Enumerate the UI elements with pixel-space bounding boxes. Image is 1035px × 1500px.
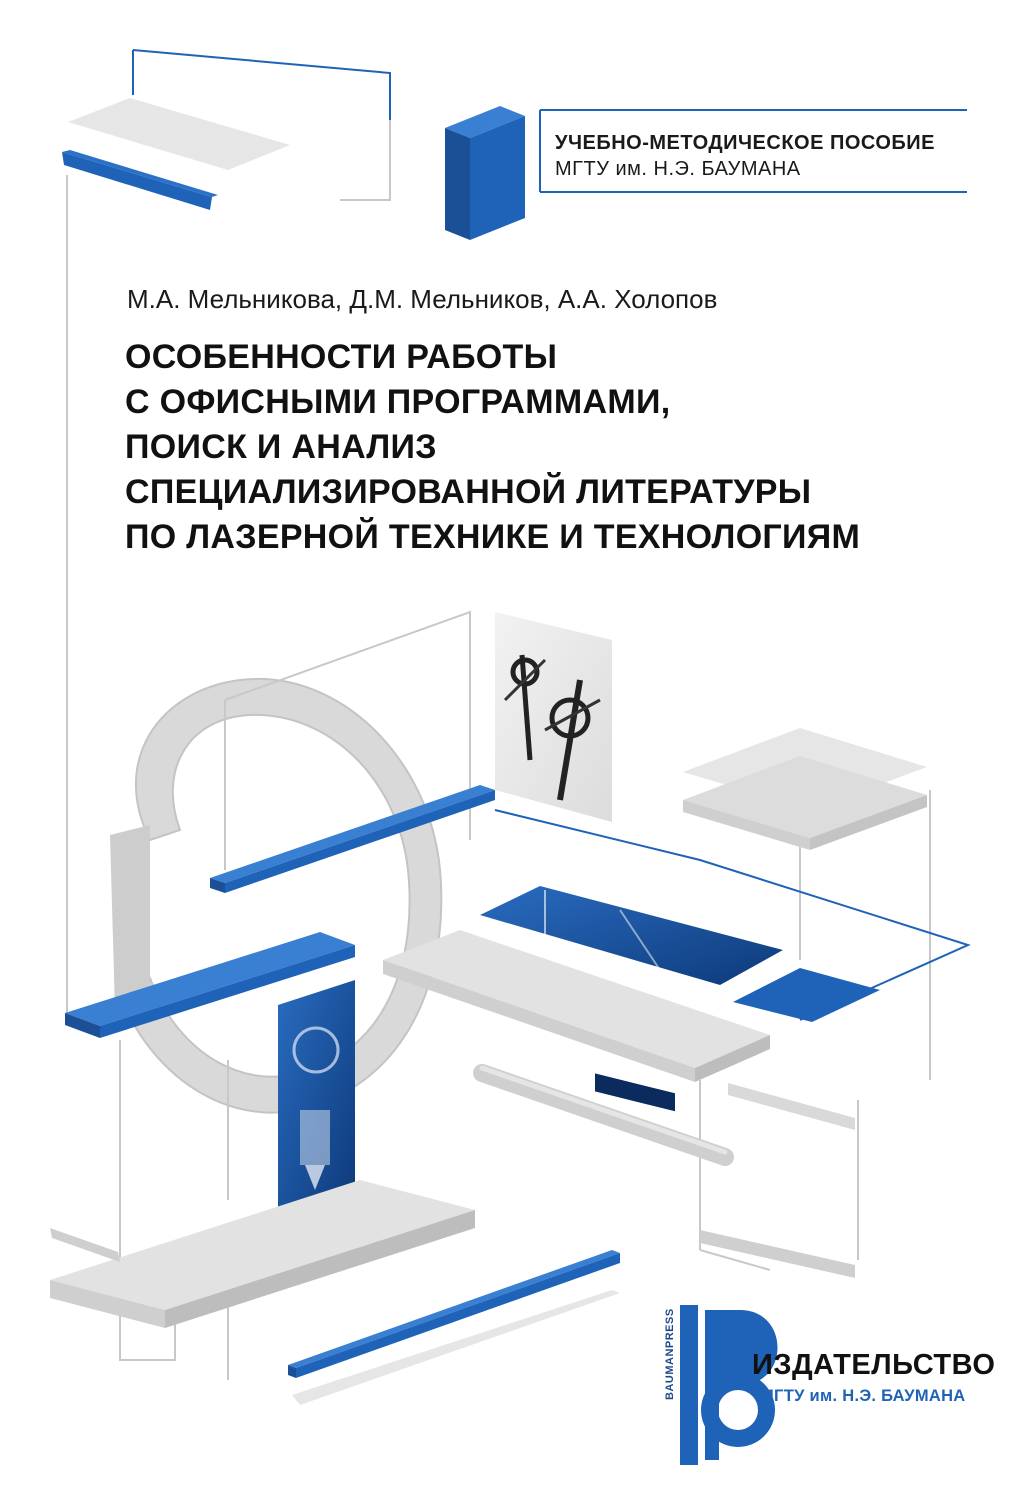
publisher-name: ИЗДАТЕЛЬСТВО xyxy=(752,1349,996,1381)
title-line: С ОФИСНЫМИ ПРОГРАММАМИ, xyxy=(125,383,671,421)
publisher-subtitle: МГТУ им. Н.Э. БАУМАНА xyxy=(760,1387,966,1405)
title-line: СПЕЦИАЛИЗИРОВАННОЙ ЛИТЕРАТУРЫ xyxy=(125,473,812,511)
title-line: ПО ЛАЗЕРНОЙ ТЕХНИКЕ И ТЕХНОЛОГИЯМ xyxy=(125,518,861,556)
series-line-1: УЧЕБНО-МЕТОДИЧЕСКОЕ ПОСОБИЕ xyxy=(555,132,936,154)
tweezers-photo xyxy=(495,612,612,822)
blue-bar-middle xyxy=(210,785,495,893)
title-line: ПОИСК И АНАЛИЗ xyxy=(125,428,437,466)
publisher-logo-icon xyxy=(680,1305,778,1465)
title-line: ОСОБЕННОСТИ РАБОТЫ xyxy=(125,338,558,376)
book-title xyxy=(125,335,995,560)
laser-head-photo xyxy=(278,980,355,1210)
blue-cube xyxy=(445,106,525,240)
top-left-slab xyxy=(62,98,290,210)
right-slabs xyxy=(683,728,927,850)
small-gray-piece xyxy=(700,1083,855,1278)
authors: М.А. Мельникова, Д.М. Мельников, А.А. Холопов xyxy=(127,284,718,314)
series-line-2: МГТУ им. Н.Э. БАУМАНА xyxy=(555,158,801,180)
bottom-left-slab xyxy=(50,1180,475,1328)
gray-ring xyxy=(110,679,441,1113)
blue-tile-right xyxy=(733,968,880,1022)
publisher-vertical-text: BAUMANPRESS xyxy=(664,1308,676,1400)
series-label xyxy=(555,130,975,182)
